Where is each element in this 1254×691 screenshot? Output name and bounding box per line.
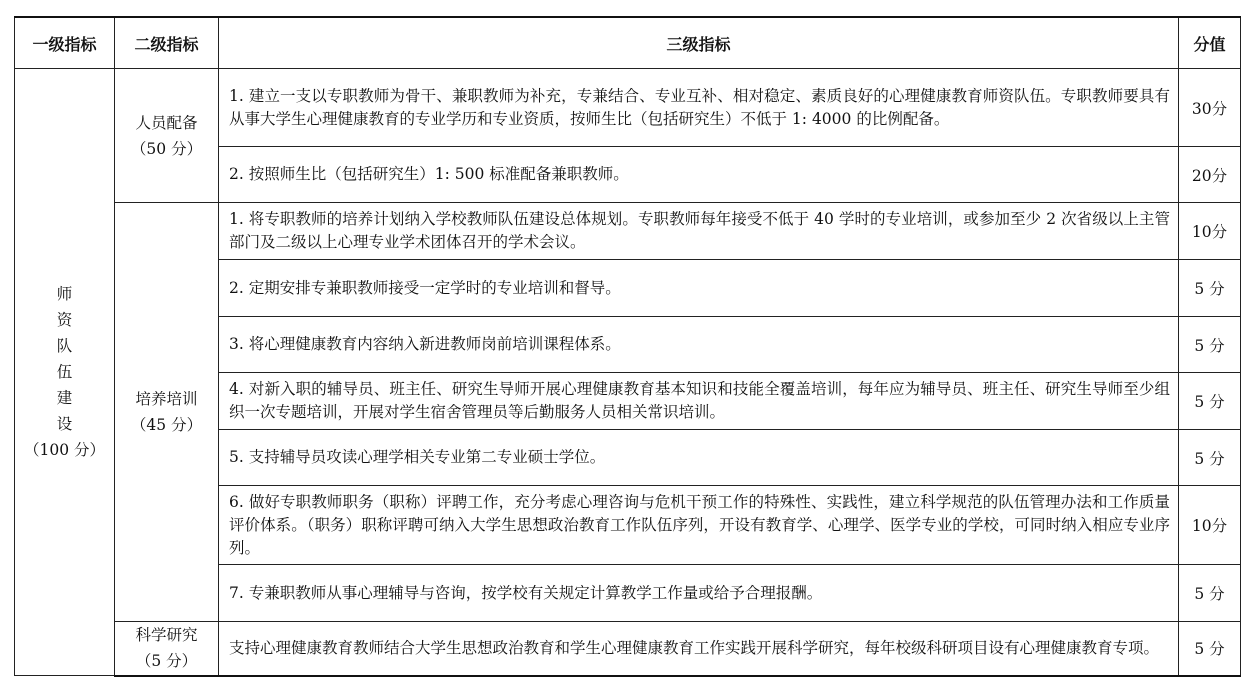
header-level3: 三级指标 bbox=[219, 17, 1179, 69]
indicator-table bbox=[14, 16, 1241, 677]
level2-cell bbox=[115, 622, 219, 676]
level3-text: 7. 专兼职教师从事心理辅导与咨询，按学校有关规定计算教学工作量或给予合理报酬。 bbox=[219, 565, 1179, 622]
level3-text: 3. 将心理健康教育内容纳入新进教师岗前培训课程体系。 bbox=[219, 317, 1179, 373]
level2-name: 培养培训 bbox=[135, 390, 198, 408]
level3-text: 支持心理健康教育教师结合大学生思想政治教育和学生心理健康教育工作实践开展科学研究，每年校级科研项目设有心理健康教育专项。 bbox=[219, 622, 1179, 676]
header-score: 分值 bbox=[1179, 17, 1241, 69]
level3-text: 5. 支持辅导员攻读心理学相关专业第二专业硕士学位。 bbox=[219, 430, 1179, 486]
table-row bbox=[15, 622, 1241, 676]
level1-name: 师资队伍建设 bbox=[56, 285, 73, 433]
level2-name: 科学研究 bbox=[135, 626, 198, 645]
level3-text: 1. 建立一支以专职教师为骨干、兼职教师为补充，专兼结合、专业互补、相对稳定、素质良好的心理健康教育师资队伍。专职教师要具有从事大学生心理健康教育的专业学历和专业资质，按师生比（包括研究生）不低于 1: 4000 的比例配备。 bbox=[219, 69, 1179, 147]
score-cell: 5 分 bbox=[1179, 622, 1241, 676]
score-cell: 10分 bbox=[1179, 203, 1241, 260]
level2-cell bbox=[115, 69, 219, 203]
level2-cell bbox=[115, 203, 219, 622]
score-cell: 30分 bbox=[1179, 69, 1241, 147]
level3-text: 2. 按照师生比（包括研究生）1: 500 标准配备兼职教师。 bbox=[219, 147, 1179, 203]
score-cell: 20分 bbox=[1179, 147, 1241, 203]
level3-text: 2. 定期安排专兼职教师接受一定学时的专业培训和督导。 bbox=[219, 260, 1179, 317]
level2-score: （5 分） bbox=[135, 652, 198, 671]
level1-score: （100 分） bbox=[23, 441, 105, 459]
score-cell: 5 分 bbox=[1179, 430, 1241, 486]
level2-score: （50 分） bbox=[130, 139, 203, 158]
level3-text: 1. 将专职教师的培养计划纳入学校教师队伍建设总体规划。专职教师每年接受不低于 40 学时的专业培训，或参加至少 2 次省级以上主管部门及二级以上心理专业学术团体召开的学术会议。 bbox=[219, 203, 1179, 260]
table-row bbox=[15, 203, 1241, 260]
header-row bbox=[15, 17, 1241, 69]
score-cell: 5 分 bbox=[1179, 317, 1241, 373]
level3-text: 4. 对新入职的辅导员、班主任、研究生导师开展心理健康教育基本知识和技能全覆盖培训，每年应为辅导员、班主任、研究生导师至少组织一次专题培训，开展对学生宿舍管理员等后勤服务人员相关常识培训。 bbox=[219, 373, 1179, 430]
score-cell: 5 分 bbox=[1179, 565, 1241, 622]
score-cell: 10分 bbox=[1179, 486, 1241, 565]
score-cell: 5 分 bbox=[1179, 373, 1241, 430]
level1-cell bbox=[15, 69, 115, 676]
table-row bbox=[15, 69, 1241, 147]
header-level2: 二级指标 bbox=[115, 17, 219, 69]
score-cell: 5 分 bbox=[1179, 260, 1241, 317]
level2-name: 人员配备 bbox=[135, 113, 198, 132]
header-level1: 一级指标 bbox=[15, 17, 115, 69]
level2-score: （45 分） bbox=[130, 416, 203, 434]
level3-text: 6. 做好专职教师职务（职称）评聘工作，充分考虑心理咨询与危机干预工作的特殊性、实践性，建立科学规范的队伍管理办法和工作质量评价体系。（职务）职称评聘可纳入大学生思想政治教育工作队伍序列，开设有教育学、心理学、医学专业的学校，可同时纳入相应专业序列。 bbox=[219, 486, 1179, 565]
